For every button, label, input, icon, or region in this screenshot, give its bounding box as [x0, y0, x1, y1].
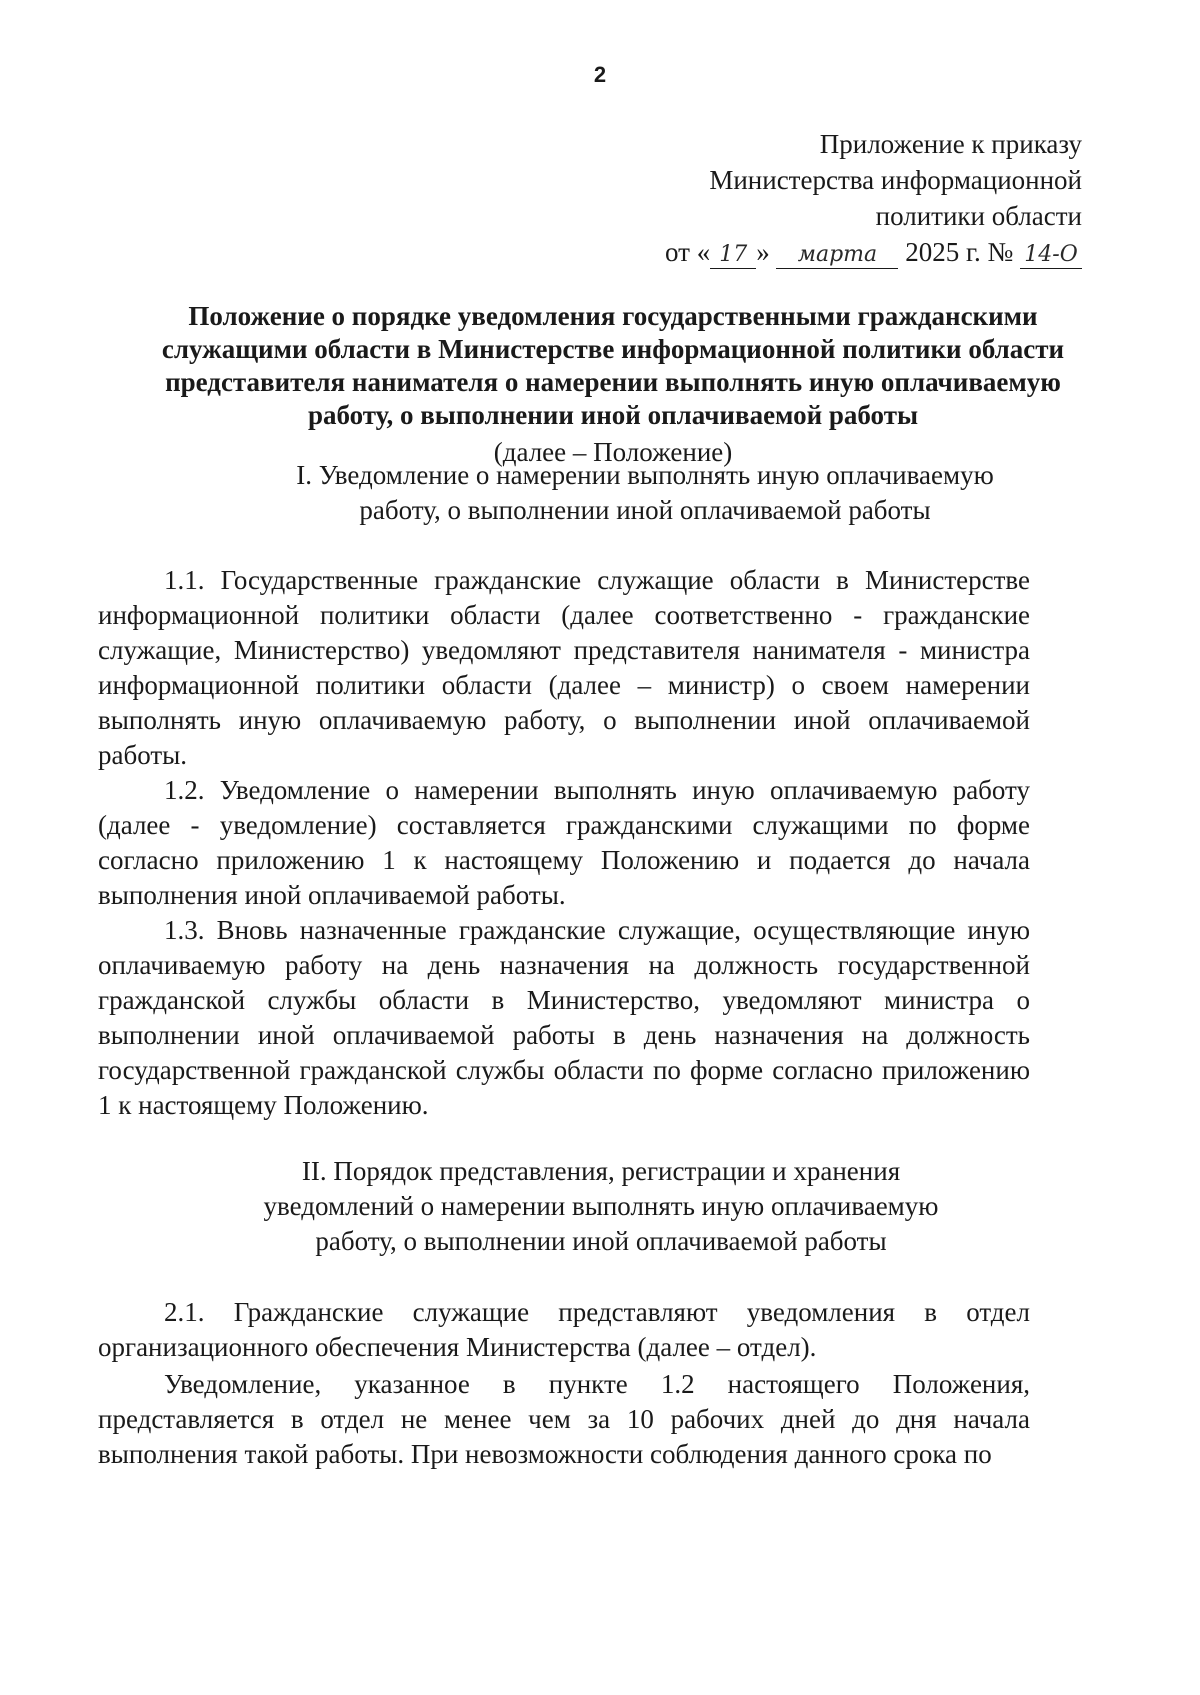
title-line-1: Положение о порядке уведомления государственными гражданскими [188, 301, 1038, 331]
title-line-2: служащими области в Министерстве информационной политики области [161, 334, 1065, 364]
title-line-3: представителя нанимателя о намерении выполнять иную оплачиваемую [165, 367, 1061, 397]
date-mid: » [756, 237, 770, 267]
appendix-date-line [522, 234, 1082, 270]
paragraph-2-2: Уведомление, указанное в пункте 1.2 настоящего Положения, представляется в отдел не менее чем за 10 рабочих дней до дня начала выполнения такой работы. При невозможности соблюдения данного срока по [98, 1369, 1030, 1469]
appendix-line-1: Приложение к приказу [819, 129, 1082, 159]
paragraph-1-1: 1.1. Государственные гражданские служащие области в Министерстве информационной политики области (далее соответственно - гражданские служащие, Министерство) уведомляют представителя нанимателя - министра информационной политики области (далее – министр) о своем намерении выполнять иную оплачиваемую работу, о выполнении иной оплачиваемой работы. [98, 565, 1030, 770]
date-prefix: от « [665, 237, 711, 267]
order-number-handwritten: 14-О [1020, 242, 1082, 269]
date-day-handwritten: 17 [710, 242, 756, 269]
title-note: (далее – Положение) [493, 437, 733, 467]
section-2-body [98, 1295, 1030, 1472]
date-month-handwritten: марта [776, 242, 898, 269]
date-year: 2025 г. № [905, 237, 1014, 267]
page-number: 2 [593, 62, 607, 87]
appendix-line-3: политики области [875, 201, 1082, 231]
appendix-line-2: Министерства информационной [709, 165, 1082, 195]
section-1-heading-line-1: I. Уведомление о намерении выполнять иную оплачиваемую [296, 460, 994, 490]
title-line-4: работу, о выполнении иной оплачиваемой работы [307, 400, 919, 430]
document-title [96, 300, 1130, 469]
section-1-heading-line-2: работу, о выполнении иной оплачиваемой работы [359, 495, 931, 525]
section-2-heading-line-2: уведомлений о намерении выполнять иную оплачиваемую [263, 1191, 939, 1221]
section-1-heading [140, 458, 1150, 528]
paragraph-1-3: 1.3. Вновь назначенные гражданские служащие, осуществляющие иную оплачиваемую работу на день назначения на должность государственной гражданской службы области в Министерство, уведомляют министра о выполнении иной оплачиваемой работы в день назначения на должность государственной гражданской службы области по форме согласно приложению 1 к настоящему Положению. [98, 915, 1030, 1120]
paragraph-2-1: 2.1. Гражданские служащие представляют уведомления в отдел организационного обеспечения Министерства (далее – отдел). [98, 1297, 1030, 1362]
section-2-heading-line-1: II. Порядок представления, регистрации и хранения [301, 1156, 901, 1186]
section-1-body [98, 563, 1030, 1123]
appendix-header [522, 126, 1082, 270]
section-2-heading-line-3: работу, о выполнении иной оплачиваемой работы [315, 1226, 887, 1256]
paragraph-1-2: 1.2. Уведомление о намерении выполнять иную оплачиваемую работу (далее - уведомление) составляется гражданскими служащими по форме согласно приложению 1 к настоящему Положению и подается до начала выполнения иной оплачиваемой работы. [98, 775, 1030, 910]
section-2-heading [96, 1154, 1106, 1259]
